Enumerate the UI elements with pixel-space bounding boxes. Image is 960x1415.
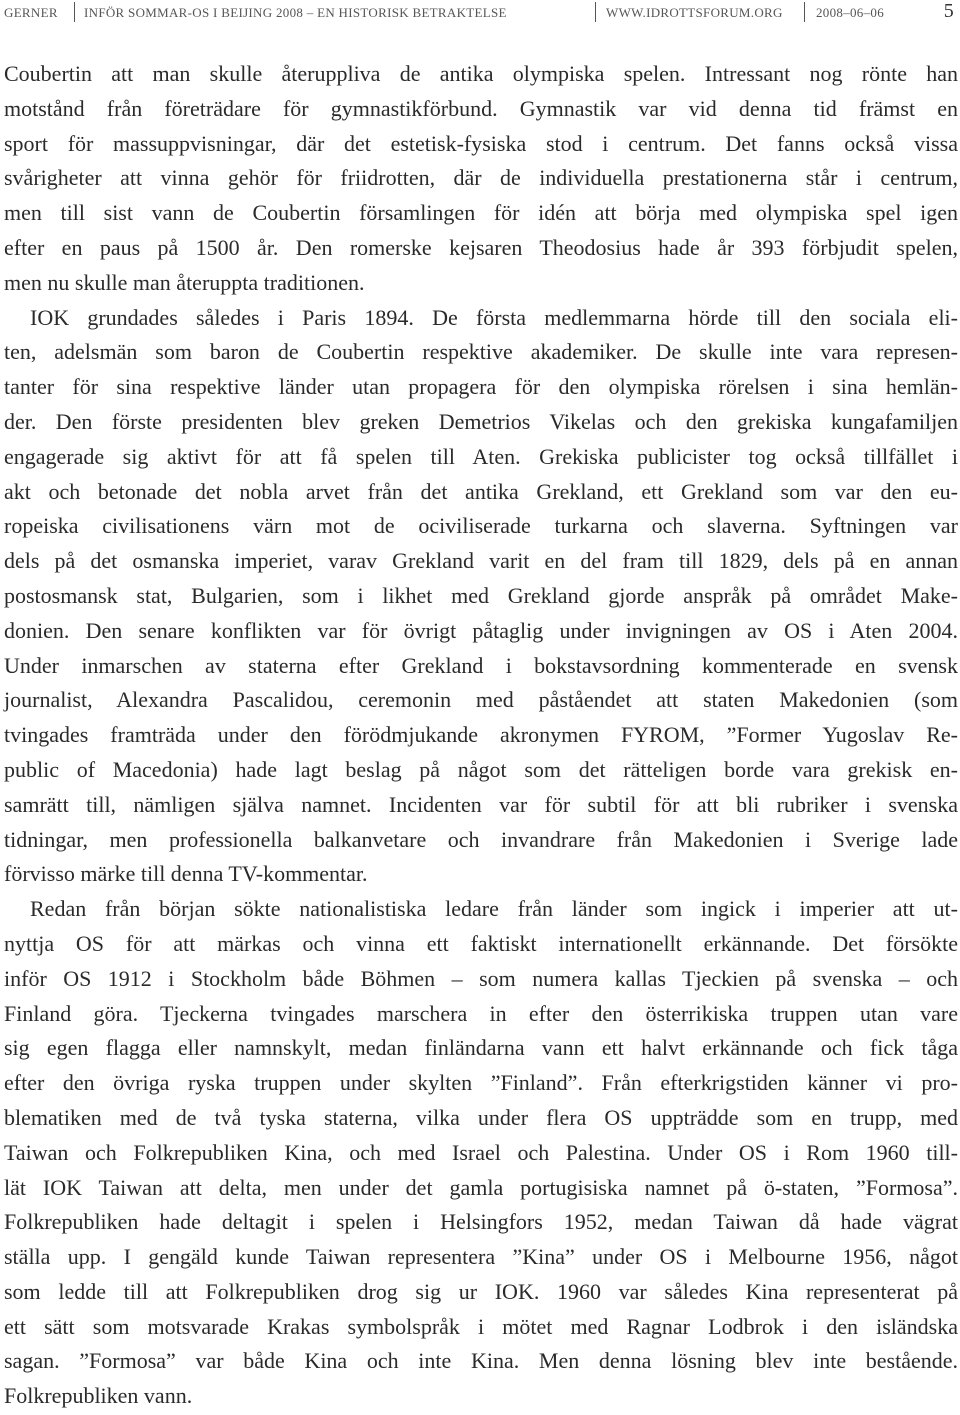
text-line: ställa upp. I gengäld kunde Taiwan representera ”Kina” under OS i Melbourne 1956, något xyxy=(4,1244,958,1270)
text-line: tanter för sina respektive länder utan propagera för den olympiska rörelsen i sina hemlän- xyxy=(4,374,958,400)
text-line: förvisso märke till denna TV-kommentar. xyxy=(4,861,368,887)
running-header xyxy=(4,0,956,28)
text-line: ten, adelsmän som baron de Coubertin respektive akademiker. De skulle inte vara represen- xyxy=(4,339,958,365)
article-body xyxy=(4,57,958,1414)
text-line: blematiken med de två tyska staterna, vilka under flera OS uppträdde som en trupp, med xyxy=(4,1104,958,1130)
text-line: engagerade sig aktivt för att få spelen till Aten. Grekiska publicister tog också tillfället i xyxy=(4,443,958,469)
text-line: Coubertin att man skulle återuppliva de antika olympiska spelen. Intressant nog rönte han xyxy=(4,61,958,86)
header-title: INFÖR SOMMAR-OS I BEIJING 2008 – EN HISTORISK BETRAKTELSE xyxy=(84,5,507,20)
text-line: donien. Den senare konflikten var för övrigt påtaglig under invigningen av OS i Aten 2004. xyxy=(4,617,958,643)
text-line: journalist, Alexandra Pascalidou, ceremonin med påståendet att staten Makedonien (som xyxy=(4,687,958,713)
text-line: lät IOK Taiwan att delta, men under det gamla portugisiska namnet på ö-staten, ”Formosa”. xyxy=(4,1174,958,1200)
text-line: motstånd från företrädare för gymnastikförbund. Gymnastik var vid denna tid främst en xyxy=(4,95,958,121)
text-line: men nu skulle man återuppta traditionen. xyxy=(4,269,365,295)
header-divider xyxy=(804,2,805,22)
text-line: samrätt till, nämligen själva namnet. Incidenten var för subtil för att bli rubriker i svenska xyxy=(4,791,958,817)
text-line: sagan. ”Formosa” var både Kina och inte Kina. Men denna lösning blev inte bestående. xyxy=(4,1348,958,1374)
text-line: postosmansk stat, Bulgarien, som i likhet med Grekland gjorde anspråk på området Make- xyxy=(4,582,958,608)
text-line: tidningar, men professionella balkanvetare och invandrare från Makedonien i Sverige lade xyxy=(4,826,958,852)
text-line: Under inmarschen av staterna efter Grekland i bokstavsordning kommenterade en svensk xyxy=(4,652,958,678)
text-line: dels på det osmanska imperiet, varav Grekland varit en del fram till 1829, dels på en annan xyxy=(4,548,958,574)
paragraph xyxy=(4,892,958,1414)
text-line: ett sätt som motsvarade Krakas symbolspråk i mötet med Ragnar Lodbrok i den isländska xyxy=(4,1313,958,1339)
header-date: 2008–06–06 xyxy=(816,5,884,20)
text-line: efter den övriga ryska truppen under skylten ”Finland”. Från efterkrigstiden känner vi pro- xyxy=(4,1070,958,1096)
text-line: inför OS 1912 i Stockholm både Böhmen – som numera kallas Tjeckien på svenska – och xyxy=(4,965,958,991)
text-line: der. Den förste presidenten blev greken Demetrios Vikelas och den grekiska kungafamiljen xyxy=(4,408,958,434)
text-line: akt och betonade det nobla arvet från det antika Grekland, ett Grekland som var den eu- xyxy=(4,478,958,504)
header-divider xyxy=(595,2,596,22)
page-number: 5 xyxy=(943,0,954,22)
paragraph xyxy=(4,57,958,301)
text-line: sport för massuppvisningar, där det estetisk-fysiska stod i centrum. Det fanns också vissa xyxy=(4,130,958,156)
text-line: Taiwan och Folkrepubliken Kina, och med Israel och Palestina. Under OS i Rom 1960 till- xyxy=(4,1139,958,1165)
text-line: Folkrepubliken hade deltagit i spelen i Helsingfors 1952, medan Taiwan då hade vägrat xyxy=(4,1209,958,1235)
header-divider xyxy=(74,2,75,22)
text-line: public of Macedonia) hade lagt beslag på något som det rätteligen borde vara grekisk en- xyxy=(4,756,958,782)
text-line: nyttja OS för att märkas och vinna ett faktiskt internationellt erkännande. Det försökte xyxy=(4,930,958,956)
header-url: WWW.IDROTTSFORUM.ORG xyxy=(606,5,783,20)
text-line: Redan från början sökte nationalistiska ledare från länder som ingick i imperier att ut- xyxy=(30,896,958,922)
text-line: men till sist vann de Coubertin församlingen för idén att börja med olympiska spel igen xyxy=(4,200,958,226)
text-line: Finland göra. Tjeckerna tvingades marschera in efter den österrikiska truppen utan vare xyxy=(4,1000,958,1026)
text-line: tvingades framträda under den förödmjukande akronymen FYROM, ”Former Yugoslav Re- xyxy=(4,722,958,748)
text-line: Folkrepubliken vann. xyxy=(4,1383,193,1409)
text-line: svårigheter att vinna gehör för friidrotten, där de individuella prestationerna står i centrum, xyxy=(4,165,958,191)
text-line: som ledde till att Folkrepubliken drog sig ur IOK. 1960 var således Kina representerat på xyxy=(4,1278,958,1304)
text-line: IOK grundades således i Paris 1894. De första medlemmarna hörde till den sociala eli- xyxy=(30,304,958,330)
paragraph xyxy=(4,301,958,893)
text-line: ropeiska civilisationens värn mot de ociviliserade turkarna och slaverna. Syftningen var xyxy=(4,513,958,539)
text-line: efter en paus på 1500 år. Den romerske kejsaren Theodosius hade år 393 förbjudit spelen, xyxy=(4,234,958,260)
text-line: sig egen flagga eller namnskylt, medan finländarna vann ett halvt erkännande och fick tåga xyxy=(4,1035,958,1061)
header-author: GERNER xyxy=(4,5,58,20)
